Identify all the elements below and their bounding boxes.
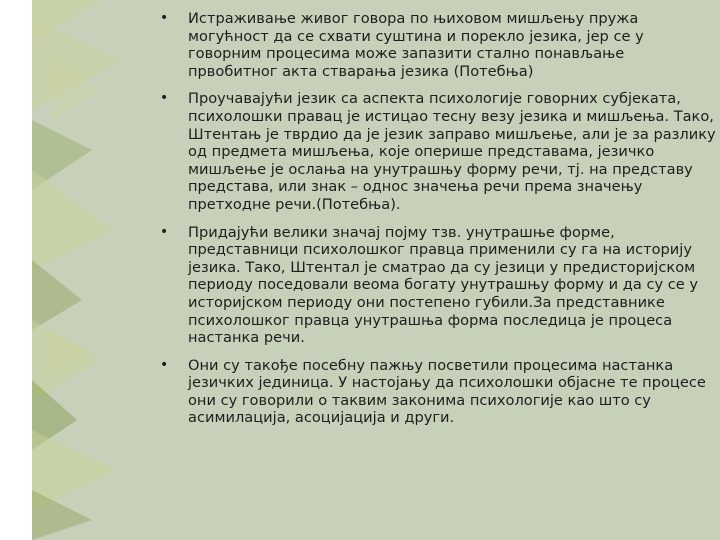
bullet-item (160, 10, 716, 80)
left-margin-strip (0, 0, 28, 540)
decorative-triangles (32, 0, 152, 540)
bullet-text: Придајући велики значај појму тзв. унутрашње форме, представници психолошког правца применили су га на историју језика. Тако, Штентал је сматрао да су језици у предисторијском периоду поседовали веома богату унутрашњу форму и да су се у историјском периоду они постепено губили.За представнике психолошког правца унутрашња форма последица је процеса настанка речи. (188, 223, 699, 347)
decorative-triangle (32, 490, 92, 540)
bullet-item (160, 357, 716, 427)
bullet-item (160, 224, 716, 347)
bullet-point-icon: • (160, 356, 169, 373)
bullet-text: Истраживање живог говора по њиховом мишљењу пружа могућност да се схвати суштина и порекло језика, јер се у говорним процесима може запазити стално понављање првобитног акта стварања језика (Потебња) (188, 10, 644, 80)
bullet-point-icon: • (160, 10, 169, 26)
bullet-item (160, 90, 716, 213)
bullet-text: Проучавајући језик са аспекта психологије говорних субјеката, психолошки правац је истицао тесну везу језика и мишљења. Тако, Штентањ је тврдио да је језик заправо мишљење, али је за разлику од предмета мишљења, које оперише представама, језичко мишљење је ослања на унутрашњу форму речи, тј. на представу представа, или знак – однос значења речи према значењу претходне речи.(Потебња). (188, 90, 716, 213)
bullet-text: Они су такође посебну пажњу посветили процесима настанка језичких јединица. У настојању да психолошки објасне те процесе они су говорили о таквим законима психологије као што су асимилација, асоцијација и други. (188, 356, 706, 427)
bullet-list (160, 10, 716, 437)
bullet-point-icon: • (160, 90, 169, 107)
bullet-point-icon: • (160, 223, 169, 240)
decorative-triangle (32, 260, 82, 330)
decorative-triangle (32, 170, 112, 270)
